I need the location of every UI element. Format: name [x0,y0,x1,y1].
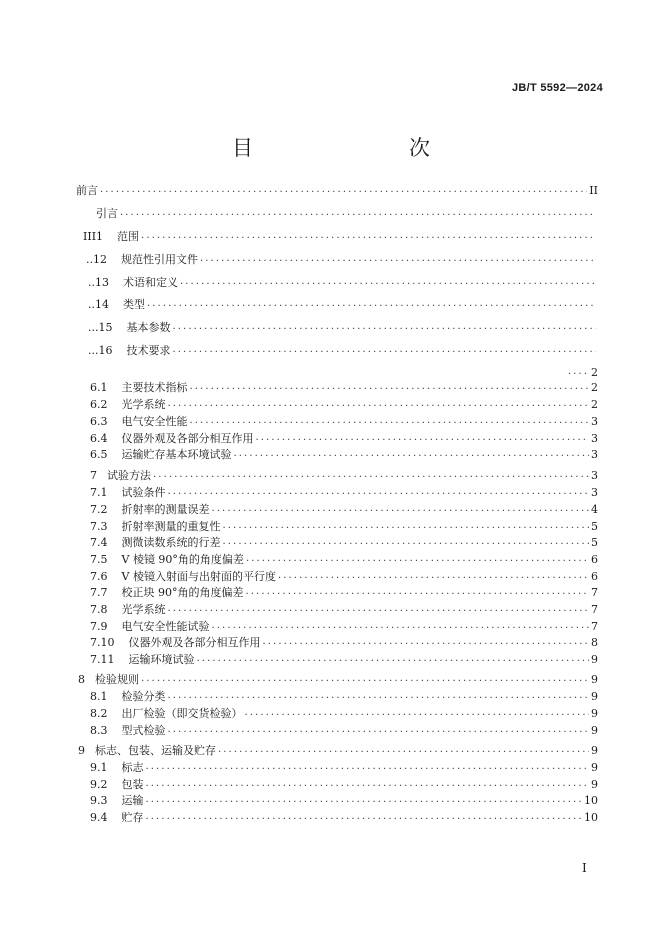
toc-leader-dots [173,320,597,336]
toc-leader-dots [147,297,596,313]
toc-entry[interactable] [78,743,598,759]
toc-entry-page: 2 [591,366,598,379]
toc-entry-page: 3 [591,415,598,428]
toc-entry-title: 试验条件 [121,486,166,499]
toc-leader-dots [168,397,590,413]
toc-entry-number: 7.11 [90,653,115,666]
toc-entry-page: 9 [591,707,598,720]
toc-entry-number: 6.4 [90,432,108,445]
toc-leader-dots [190,380,590,396]
toc-entry-number: 7.4 [90,536,108,549]
toc-entry[interactable] [83,229,598,245]
toc-entry-title: 校正块 90°角的角度偏差 [121,586,244,599]
toc-entry-page: 10 [584,794,598,807]
toc-entry[interactable] [90,380,598,396]
toc-leader-dots [120,206,596,222]
toc-entry[interactable] [90,519,598,535]
toc-leader-dots [245,706,590,722]
toc-leader-dots [197,652,590,668]
toc-entry-title: 试验方法 [107,469,151,482]
toc-leader-dots [146,777,590,793]
toc-entry-title: 术语和定义 [123,276,178,289]
toc-entry-page: 7 [591,620,598,633]
toc-entry[interactable] [88,320,598,336]
toc-entry-title: 包装 [121,778,144,791]
toc-entry-number: 6.3 [90,415,108,428]
toc-entry-page: II [589,184,598,197]
toc-entry-title: 检验规则 [95,673,139,686]
toc-entry-title: 光学系统 [121,603,166,616]
toc-entry[interactable] [90,414,598,430]
toc-entry-number: 6.1 [90,381,108,394]
toc-leader-dots [180,275,596,291]
toc-entry-title: 仪器外观及各部分相互作用 [121,432,254,445]
toc-entry[interactable] [88,297,598,313]
toc-entry-title: 型式检验 [121,724,166,737]
toc-entry-page: 8 [591,636,598,649]
toc-leader-dots [168,602,590,618]
toc-entry-title: 技术要求 [126,344,171,357]
toc-leader-dots [168,723,590,739]
toc-entry[interactable] [90,485,598,501]
toc-entry-title: 主要技术指标 [121,381,188,394]
toc-entry-title: 运输环境试验 [128,653,195,666]
toc-entry[interactable] [78,672,598,688]
toc-entry-title: V 棱镜 90°角的角度偏差 [121,553,244,566]
toc-leader-dots [173,343,597,359]
toc-leader-dots [278,569,589,585]
toc-entry-page: 4 [591,503,598,516]
toc-entry-page: 9 [591,761,598,774]
toc-entry[interactable] [88,275,598,291]
toc-entry-title: 折射率测量的重复性 [121,520,221,533]
toc-leader-dots [234,447,590,463]
toc-entry[interactable] [90,431,598,447]
toc-entry-page: 7 [591,603,598,616]
toc-entry-page: 5 [591,520,598,533]
toc-entry-number: 6.2 [90,398,108,411]
toc-leader-dots [100,183,587,199]
toc-entry-title: 类型 [123,298,145,311]
toc-entry-title: 电气安全性能试验 [121,620,210,633]
toc-entry-number: 7.7 [90,586,108,599]
toc-entry[interactable] [90,569,598,585]
toc-entry[interactable] [76,183,598,199]
toc-entry[interactable] [90,468,598,484]
toc-entry-title: 电气安全性能 [121,415,188,428]
toc-entry-title: 标志 [121,761,144,774]
toc-entry-number: 7.3 [90,520,108,533]
toc-entry[interactable] [88,343,598,359]
toc-entry-page: 9 [591,724,598,737]
toc-entry-number: 8 [78,673,85,686]
toc-entry-number: 8.2 [90,707,108,720]
toc-entry-title: 折射率的测量误差 [121,503,210,516]
toc-entry-title: 运输 [121,794,144,807]
toc-leader-dots [168,485,590,501]
page-number: I [582,861,587,875]
toc-leader-dots [190,414,590,430]
toc-entry[interactable] [90,447,598,463]
toc-entry[interactable] [90,502,598,518]
toc-entry-title: V 棱镜入射面与出射面的平行度 [121,570,276,583]
toc-entry-page: 7 [591,586,598,599]
toc-entry-page: 3 [591,448,598,461]
toc-leader-dots [246,585,590,601]
toc-leader-dots [141,672,589,688]
toc-leader-dots [146,793,583,809]
standard-code: JB/T 5592—2024 [511,82,603,94]
toc-entry[interactable] [90,760,598,776]
toc-entry-number: 9.3 [90,794,108,807]
toc-leader-dots [223,535,590,551]
toc-entry-number: 7.5 [90,553,108,566]
toc-entry-title: 基本参数 [126,321,171,334]
toc-leader-dots [168,689,590,705]
toc-entry[interactable] [86,252,598,268]
toc-entry-page: 9 [591,778,598,791]
toc-entry-number: 8.3 [90,724,108,737]
toc-entry-title: 引言 [96,207,118,220]
toc-entry-page: 9 [591,744,598,757]
toc-entry-number: ..13 [88,276,109,289]
toc-entry-number: 8.1 [90,690,108,703]
toc-entry-number: 6.5 [90,448,108,461]
toc-leader-dots [141,229,596,245]
toc-entry[interactable] [96,206,598,222]
toc-leader-dots [568,365,589,381]
toc-leader-dots [218,743,589,759]
toc-entry[interactable] [90,397,598,413]
toc-entry[interactable] [90,723,598,739]
toc-entry-page: 9 [591,653,598,666]
toc-entry[interactable] [90,552,598,568]
toc-entry-number: ...15 [88,321,113,334]
toc-entry[interactable] [90,635,598,651]
toc-entry[interactable] [90,689,598,705]
toc-entry-page: 5 [591,536,598,549]
toc-leader-dots [146,810,583,826]
toc-entry-number: ...16 [88,344,113,357]
toc-entry[interactable] [90,619,598,635]
toc-entry-page: 3 [591,486,598,499]
toc-entry[interactable] [90,652,598,668]
toc-entry[interactable] [90,535,598,551]
toc-entry[interactable] [90,585,598,601]
toc-entry-number: 7.10 [90,636,115,649]
toc-entry-title: 仪器外观及各部分相互作用 [128,636,261,649]
toc-leader-dots [223,519,590,535]
toc-entry-title: 出厂检验（即交货检验） [121,707,243,720]
toc-entry-number: 7.6 [90,570,108,583]
toc-entry[interactable] [90,602,598,618]
toc-entry-number: 7.8 [90,603,108,616]
toc-entry-number: 7.9 [90,620,108,633]
toc-entry[interactable] [90,706,598,722]
toc-entry-page: 9 [591,673,598,686]
page-title: 目 次 [232,136,468,160]
toc-entry-page: 3 [591,469,598,482]
toc-leader-dots [146,760,590,776]
toc-entry-number: ..12 [86,253,107,266]
toc-leader-dots [246,552,589,568]
toc-entry-number: III1 [83,230,104,243]
toc-entry-number: 7 [90,469,97,482]
toc-entry-number: 9 [78,744,85,757]
toc-entry-number: 7.1 [90,486,108,499]
toc-entry[interactable] [90,810,598,826]
toc-entry-page: 6 [591,570,598,583]
toc-entry-page: 2 [591,381,598,394]
toc-entry-number: 9.4 [90,811,108,824]
toc-leader-dots [212,502,590,518]
toc-entry-page: 10 [584,811,598,824]
toc-entry-title: 贮存 [121,811,144,824]
toc-entry-title: 规范性引用文件 [121,253,198,266]
toc-leader-dots [256,431,590,447]
toc-entry-page: 3 [591,432,598,445]
toc-entry-title: 运输贮存基本环境试验 [121,448,232,461]
toc-entry-page: 2 [591,398,598,411]
toc-entry-title: 标志、包装、运输及贮存 [95,744,216,757]
toc-entry[interactable] [566,365,598,381]
toc-entry[interactable] [90,777,598,793]
toc-entry-title: 前言 [76,184,98,197]
toc-leader-dots [212,619,590,635]
toc-entry[interactable] [90,793,598,809]
toc-entry-number: 9.1 [90,761,108,774]
toc-leader-dots [200,252,596,268]
toc-entry-title: 光学系统 [121,398,166,411]
toc-entry-number: 9.2 [90,778,108,791]
toc-leader-dots [263,635,590,651]
toc-leader-dots [153,468,589,484]
toc-entry-title: 测微读数系统的行差 [121,536,221,549]
toc-entry-page: 6 [591,553,598,566]
toc-entry-title: 范围 [117,230,140,243]
toc-entry-number: ..14 [88,298,109,311]
toc-entry-number: 7.2 [90,503,108,516]
toc-entry-title: 检验分类 [121,690,166,703]
toc-entry-page: 9 [591,690,598,703]
